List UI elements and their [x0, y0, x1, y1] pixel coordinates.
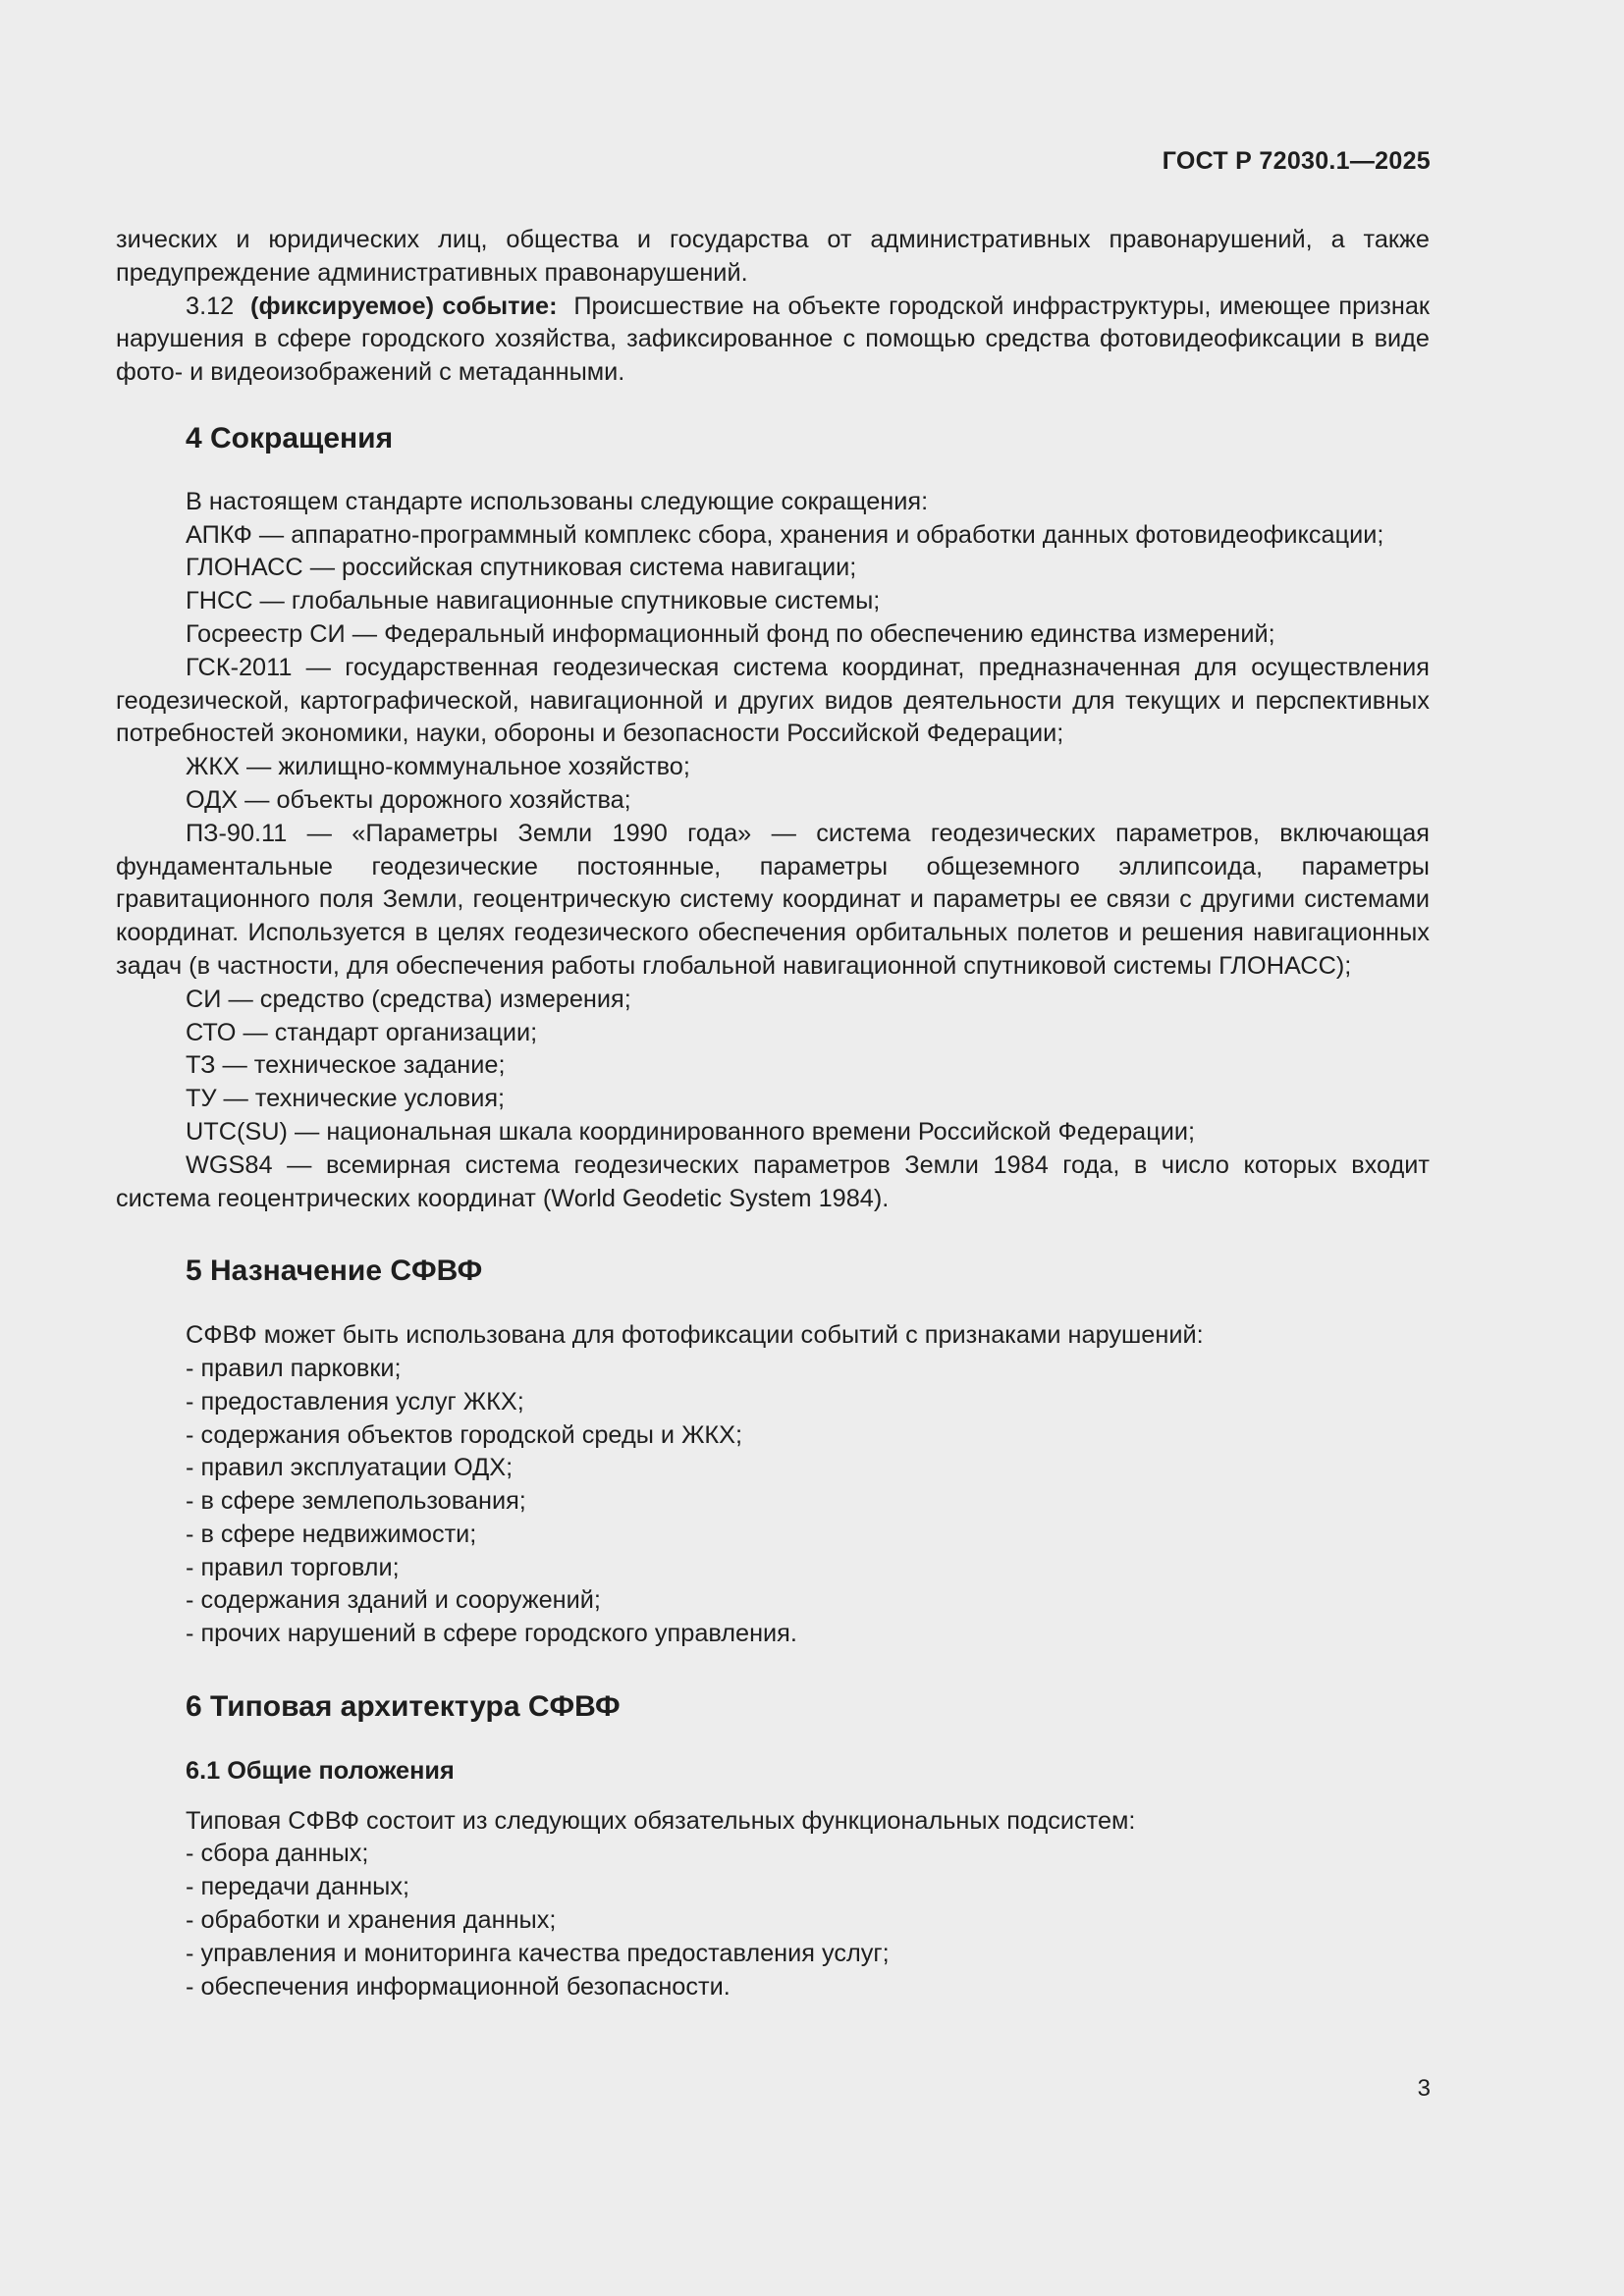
abbreviation-item: ТУ — технические условия;: [186, 1085, 506, 1113]
list-item: - сбора данных;: [186, 1840, 369, 1868]
list-item: - прочих нарушений в сфере городского управления.: [186, 1620, 797, 1648]
term-number: 3.12: [186, 292, 235, 320]
intro-paragraph: зических и юридических лиц, общества и государства от административных правонарушений, а также предупреждение административных правонарушений.: [116, 226, 1430, 287]
list-item: - в сфере землепользования;: [186, 1487, 526, 1516]
term-3-12: [116, 291, 1430, 390]
list-item: - правил парковки;: [186, 1354, 402, 1382]
abbreviation-item: ТЗ — техническое задание;: [186, 1051, 506, 1080]
abbreviation-item: АПКФ — аппаратно-программный комплекс сбора, хранения и обработки данных фотовидеофиксации;: [186, 520, 1384, 549]
abbreviation-item: UTC(SU) — национальная шкала координированного времени Российской Федерации;: [186, 1117, 1196, 1146]
abbreviation-item: Госреестр СИ — Федеральный информационный фонд по обеспечению единства измерений;: [186, 619, 1275, 648]
abbreviation-item: ОДХ — объекты дорожного хозяйства;: [186, 785, 631, 814]
section-4-lead: В настоящем стандарте использованы следующие сокращения:: [186, 487, 929, 515]
page-number: 3: [1417, 2075, 1431, 2102]
abbreviation-item: ЖКХ — жилищно-коммунальное хозяйство;: [186, 753, 690, 781]
document-number: ГОСТ Р 72030.1—2025: [1162, 147, 1431, 175]
section-5-lead: СФВФ может быть использована для фотофиксации событий с признаками нарушений:: [186, 1321, 1204, 1350]
section-4-title: 4 Сокращения: [186, 421, 394, 454]
list-item: - обеспечения информационной безопасности.: [186, 1972, 731, 2001]
term-definition: Происшествие на объекте городской инфраструктуры, имеющее признак нарушения в сфере городского хозяйства, зафиксированное с помощью средства фотовидеофиксации в виде фото- и видеоизображений с метаданными.: [116, 292, 1430, 387]
page-content: [116, 224, 1430, 2003]
list-item: - передачи данных;: [186, 1873, 410, 1901]
abbreviation-item: ГСК-2011 — государственная геодезическая система координат, предназначенная для осуществления геодезической, картографической, навигационной и других видов деятельности для текущих и перспективных потребностей экономики, науки, обороны и безопасности Российской Федерации;: [116, 653, 1430, 748]
list-item: - обработки и хранения данных;: [186, 1906, 557, 1935]
section-5-title: 5 Назначение СФВФ: [186, 1255, 483, 1288]
abbreviation-item: WGS84 — всемирная система геодезических параметров Земли 1984 года, в число которых входит система геоцентрических координат (World Geodetic System 1984).: [116, 1150, 1430, 1212]
section-6-1-title: 6.1 Общие положения: [186, 1756, 455, 1785]
list-item: - правил торговли;: [186, 1553, 400, 1581]
abbreviation-item: ПЗ-90.11 — «Параметры Земли 1990 года» — система геодезических параметров, включающая фундаментальные геодезические постоянные, параметры общеземного эллипсоида, параметры гравитационного поля Земли, геоцентрическую систему координат и параметры ее связи с другими системами координат. Используется в целях геодезического обеспечения орбитальных полетов и решения навигационных задач (в частности, для обеспечения работы глобальной навигационной спутниковой системы ГЛОНАСС);: [116, 819, 1430, 980]
list-item: - содержания зданий и сооружений;: [186, 1586, 601, 1615]
section-6-lead: Типовая СФВФ состоит из следующих обязательных функциональных подсистем:: [186, 1806, 1136, 1835]
section-6-title: 6 Типовая архитектура СФВФ: [186, 1690, 621, 1724]
list-item: - предоставления услуг ЖКХ;: [186, 1387, 524, 1415]
list-item: - содержания объектов городской среды и ЖКХ;: [186, 1420, 743, 1449]
list-item: - правил эксплуатации ОДХ;: [186, 1454, 514, 1482]
abbreviation-item: СИ — средство (средства) измерения;: [186, 985, 631, 1013]
list-item: - управления и мониторинга качества предоставления услуг;: [186, 1939, 890, 1967]
term-name: (фиксируемое) событие:: [250, 292, 558, 320]
abbreviation-item: СТО — стандарт организации;: [186, 1018, 538, 1046]
list-item: - в сфере недвижимости;: [186, 1520, 477, 1548]
abbreviation-item: ГЛОНАСС — российская спутниковая система навигации;: [186, 554, 857, 582]
abbreviation-item: ГНСС — глобальные навигационные спутниковые системы;: [186, 587, 881, 615]
